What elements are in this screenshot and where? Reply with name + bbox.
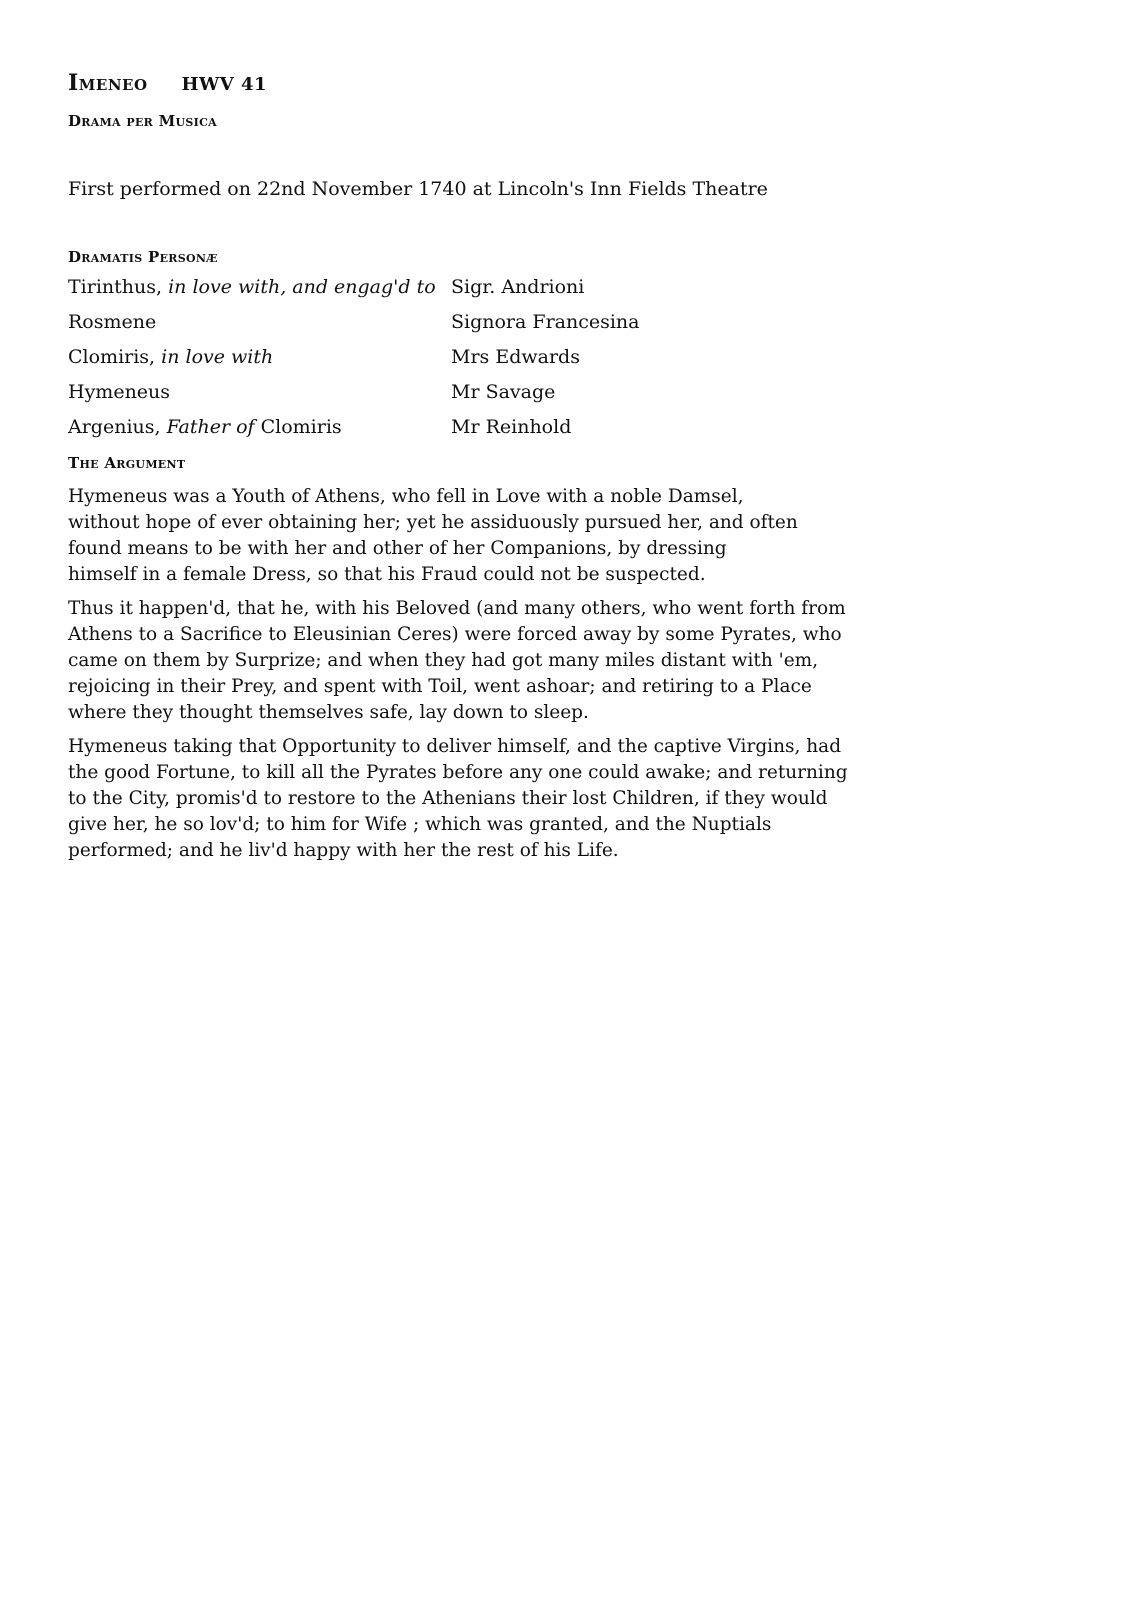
cast-row [68,276,828,311]
argument-paragraph [68,734,868,864]
cast-singer: Signora Francesina [451,311,640,333]
text-line: to the City, promis'd to restore to the Athenians their lost Children, if they would [68,788,828,809]
text-line: Athens to a Sacrifice to Eleusinian Ceres) were forced away by some Pyrates, who [68,624,842,645]
cast-row [68,381,828,416]
cast-role [68,346,273,368]
cast-role [68,276,436,298]
role-name: Tirinthus, [68,276,163,298]
premiere-note: First performed on 22nd November 1740 at Lincoln's Inn Fields Theatre [68,178,768,200]
cast-row [68,346,828,381]
cast-singer: Mr Savage [451,381,556,403]
text-line: rejoicing in their Prey, and spent with Toil, went ashoar; and retiring to a Place [68,676,812,697]
cast-singer: Mrs Edwards [451,346,580,368]
text-line: himself in a female Dress, so that his Fraud could not be suspected. [68,564,706,585]
role-name: Hymeneus [68,381,171,403]
catalogue-number: HWV 41 [181,74,268,95]
opera-subtitle: Drama per Musica [68,112,218,130]
cast-row [68,311,828,346]
text-line: came on them by Surprize; and when they had got many miles distant with 'em, [68,650,819,671]
argument-body [68,484,868,872]
role-after: Clomiris [260,416,342,438]
argument-heading: The Argument [68,454,186,472]
document-title [68,70,267,96]
opera-title: Imeneo [68,70,148,96]
role-name: Clomiris, [68,346,156,368]
text-line: performed; and he liv'd happy with her the rest of his Life. [68,840,619,861]
cast-list [68,276,828,451]
role-note: in love with [161,346,274,368]
cast-row [68,416,828,451]
argument-paragraph [68,484,868,588]
text-line: give her, he so lov'd; to him for Wife ; which was granted, and the Nuptials [68,814,772,835]
cast-role [68,381,170,403]
text-line: Hymeneus taking that Opportunity to deliver himself, and the captive Virgins, had [68,736,842,757]
text-line: Hymeneus was a Youth of Athens, who fell in Love with a noble Damsel, [68,486,744,507]
text-line: without hope of ever obtaining her; yet he assiduously pursued her, and often [68,512,798,533]
cast-singer: Mr Reinhold [451,416,572,438]
cast-role [68,311,156,333]
text-line: where they thought themselves safe, lay down to sleep. [68,702,589,723]
dramatis-personae-heading: Dramatis Personæ [68,248,218,266]
role-name: Argenius, [68,416,161,438]
role-note: in love with, and engag'd to [168,276,436,298]
cast-singer: Sigr. Andrioni [451,276,585,298]
role-name: Rosmene [68,311,157,333]
text-line: the good Fortune, to kill all the Pyrates before any one could awake; and returning [68,762,848,783]
argument-paragraph [68,596,868,726]
cast-role [68,416,342,438]
text-line: Thus it happen'd, that he, with his Beloved (and many others, who went forth from [68,598,846,619]
role-note: Father of [166,416,255,438]
text-line: found means to be with her and other of her Companions, by dressing [68,538,727,559]
